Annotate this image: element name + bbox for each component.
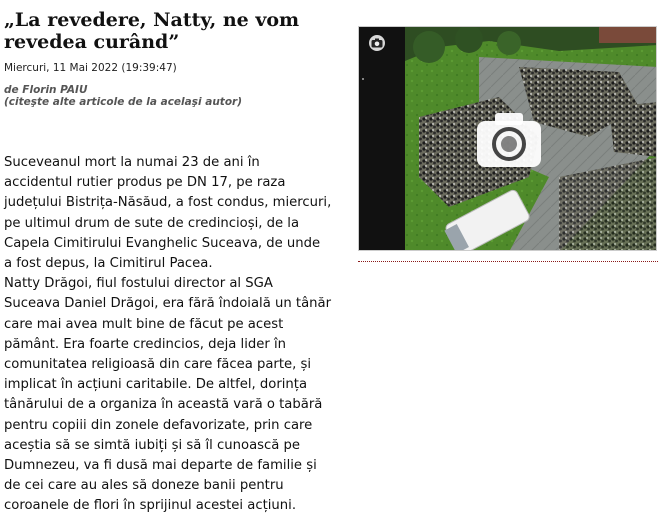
author-articles-link[interactable]: (citeşte alte articole de la acelaşi autor) — [4, 96, 243, 108]
camera-icon[interactable] — [477, 111, 541, 167]
paragraph: Suceveanul mort la numai 23 de ani în accidentul rutier produs pe DN 17, pe raza județului Bistrița-Năsăud, a fost condus, miercuri, pe ultimul drum de sute de credincioși, de la Capela Cimitirului Evanghelic Suceava, de unde a fost depus, la Cimitirul Pacea. — [4, 155, 332, 272]
gallery-camera-icon[interactable] — [368, 35, 386, 51]
article-body — [4, 153, 332, 517]
article-author[interactable]: de Florin PAIU — [4, 84, 88, 96]
article-title: „La revedere, Natty, ne vom revedea curând” — [4, 9, 300, 53]
paragraph: Natty Drăgoi, fiul fostului director al SGA Suceava Daniel Drăgoi, era fără îndoială un tânăr care mai avea mult bine de făcut pe acest pământ. Era foarte credincios, deja lider în comunitatea religioasă din care făcea parte, și implicat în acțiuni caritabile. De altfel, dorința tânărului de a organiza în această vară o tabără pentru copiii din zonele defavorizate, prin care aceștia să se simtă iubiți și să îl cunoască pe Dumnezeu, va fi dusă mai departe de familie și de cei care au ales să doneze banii pentru coroanele de flori în sprijinul acestei acțiuni. — [4, 276, 332, 514]
photo-divider — [358, 261, 658, 262]
article-photo[interactable] — [358, 26, 657, 251]
article-date: Miercuri, 11 Mai 2022 (19:39:47) — [4, 62, 177, 74]
